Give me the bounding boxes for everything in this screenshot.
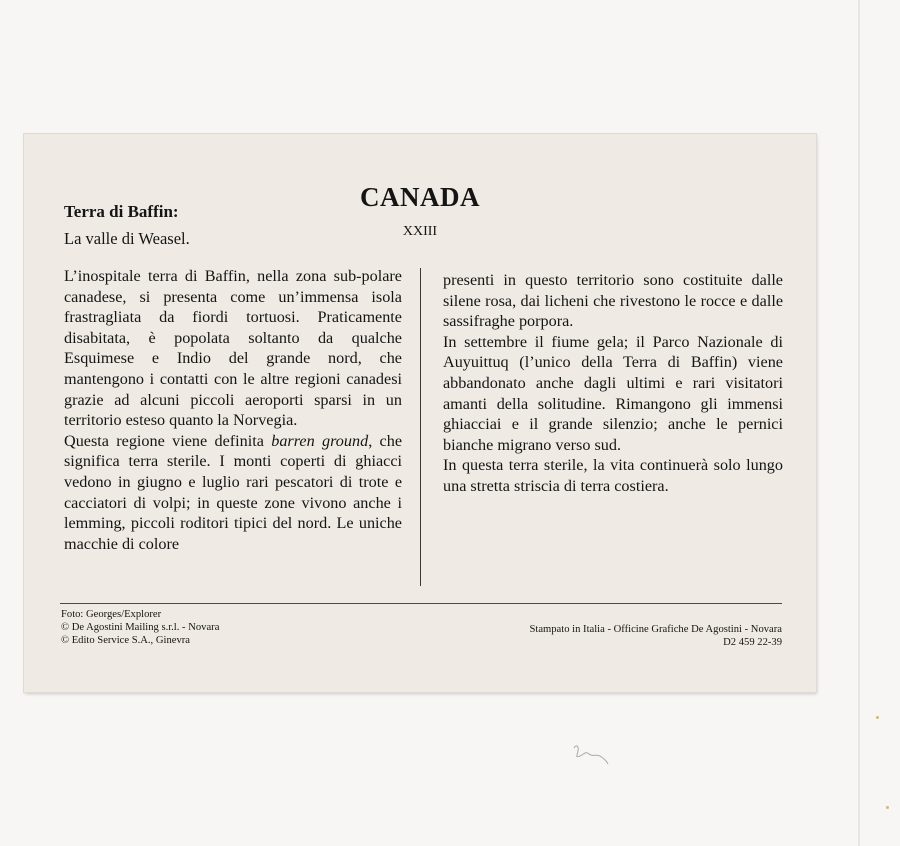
printer-block	[529, 623, 782, 649]
paper-speck	[876, 716, 879, 719]
credits-block	[61, 608, 219, 647]
copyright-line-1: © De Agostini Mailing s.r.l. - Novara	[61, 622, 220, 633]
scan-edge	[858, 0, 860, 846]
copyright-line-2: © Edito Service S.A., Ginevra	[61, 635, 190, 646]
card-title: CANADA	[360, 182, 480, 212]
text-column-left	[64, 266, 402, 554]
pencil-scribble	[570, 742, 614, 772]
series-numeral: XXIII	[402, 224, 438, 239]
postcard-back	[24, 134, 816, 692]
left-paragraph-2-start: Questa regione viene definita	[64, 431, 272, 450]
printer-line: Stampato in Italia - Officine Grafiche De Agostini - Novara	[529, 624, 782, 635]
right-paragraph-2: In settembre il fiume gela; il Parco Nazionale di Auyuittuq (l’unico della Terra di Baffin) viene abbandonato anche dagli ultimi e rari visitatori amanti della solitudine. Rimangono gli immensi ghiacciai e il grande silenzio; anche le pernici bianche migrano verso sud.	[443, 332, 783, 454]
right-paragraph-3: In questa terra sterile, la vita continuerà solo lungo una stretta striscia di terra costiera.	[443, 456, 783, 495]
subject-heading: Terra di Baffin:	[64, 202, 179, 221]
right-paragraph-1: presenti in questo territorio sono costituite dalle silene rosa, dai licheni che rivestono le rocce e dalle sassifraghe porpora.	[443, 271, 783, 331]
column-divider	[420, 268, 421, 586]
photo-credit: Foto: Georges/Explorer	[61, 609, 162, 620]
footer-rule	[60, 603, 782, 604]
paper-speck	[886, 806, 889, 809]
left-paragraph-2-end: , che significa terra sterile. I monti coperti di ghiacci vedono in giugno e luglio rari pescatori di trote e cacciatori di volpi; in queste zone vivono anche i lemming, piccoli roditori tipici del nord. Le uniche macchie di colore	[64, 431, 403, 553]
italic-term: barren ground	[271, 431, 369, 450]
product-code: D2 459 22-39	[723, 637, 782, 648]
subject-subtitle: La valle di Weasel.	[64, 229, 190, 248]
left-paragraph-1: L’inospitale terra di Baffin, nella zona sub-polare canadese, si presenta come un’immensa isola frastragliata da fiordi tortuosi. Praticamente disabitata, è popolata soltanto da qualche Esquimese e Indio del grande nord, che mantengono i contatti con le altre regioni canadesi grazie ad alcuni piccoli aeroporti sparsi in un territorio esteso quanto la Norvegia.	[64, 267, 402, 430]
left-paragraph-2	[64, 431, 402, 555]
text-column-right	[443, 270, 783, 497]
